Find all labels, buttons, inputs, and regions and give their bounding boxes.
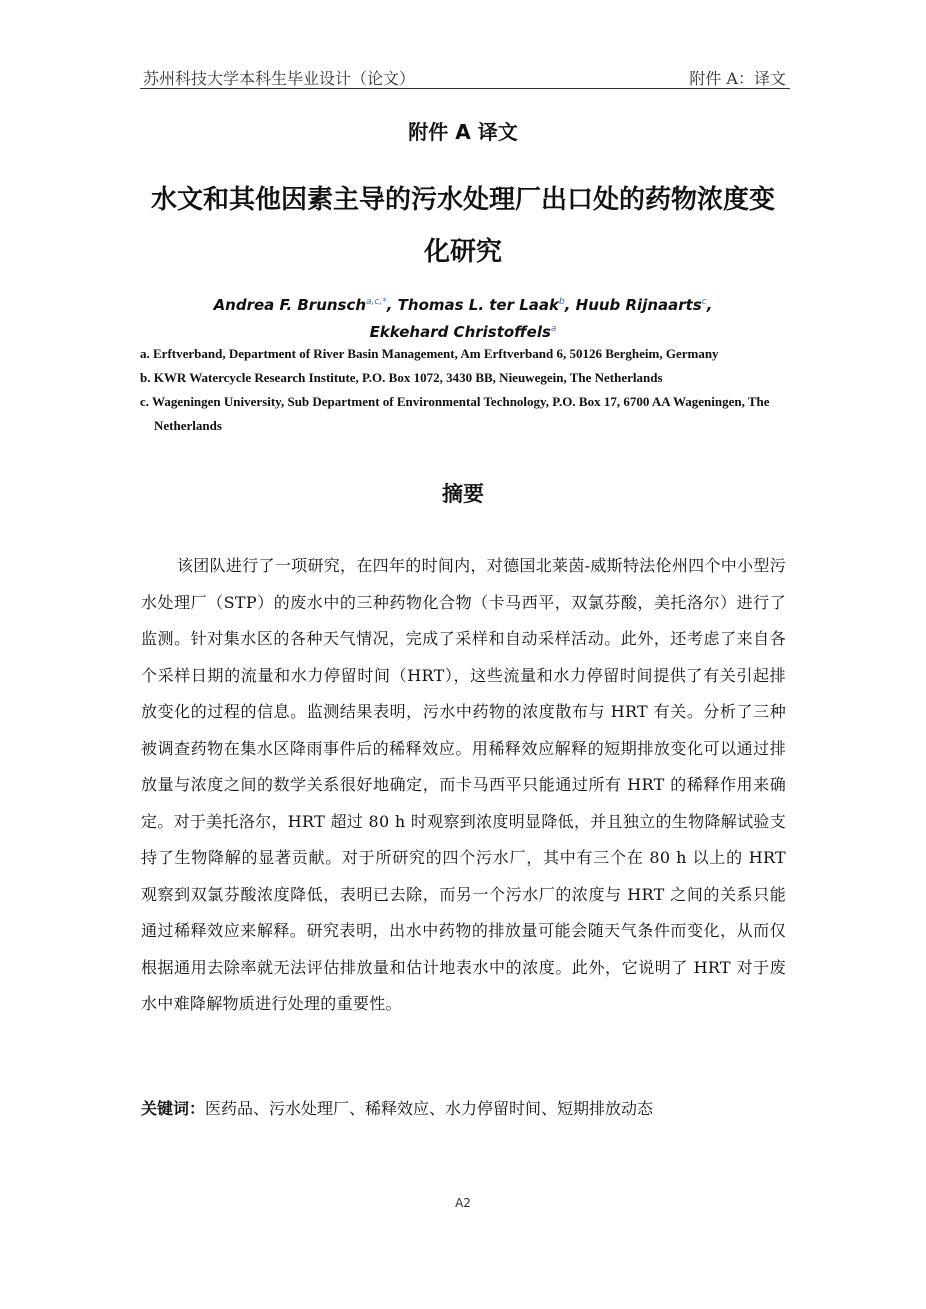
paper-title: 水文和其他因素主导的污水处理厂出口处的药物浓度变化研究 — [150, 185, 775, 267]
author-name: Ekkehard Christoffels — [369, 323, 551, 341]
header-rule — [140, 88, 790, 89]
author-list — [143, 290, 783, 344]
author-affil-sup: a,c,* — [366, 297, 387, 307]
affiliation-b: b. KWR Watercycle Research Institute, P.O. Box 1072, 3430 BB, Nieuwegein, The Netherlands — [140, 370, 663, 385]
author-separator: , — [386, 296, 398, 314]
affiliation-c: c. Wageningen University, Sub Department of Environmental Technology, P.O. Box 17, 6700 AA Wageningen, The Netherlands — [140, 394, 770, 433]
author-name: Thomas L. ter Laak — [397, 296, 559, 314]
page-number: A2 — [455, 1196, 471, 1210]
appendix-heading: 附件 A 译文 — [408, 120, 518, 144]
author-affil-sup: c — [701, 297, 707, 307]
keywords-line — [141, 1096, 786, 1119]
author-affil-sup: a — [550, 324, 557, 334]
author-separator: , — [564, 296, 576, 314]
keywords-text: 医药品、污水处理厂、稀释效应、水力停留时间、短期排放动态 — [205, 1099, 654, 1118]
abstract-body: 该团队进行了一项研究，在四年的时间内，对德国北莱茵-威斯特法伦州四个中小型污水处理厂（STP）的废水中的三种药物化合物（卡马西平，双氯芬酸，美托洛尔）进行了监测。针对集水区的各种天气情况，完成了采样和自动采样活动。此外，还考虑了来自各个采样日期的流量和水力停留时间（HRT），这些流量和水力停留时间提供了有关引起排放变化的过程的信息。监测结果表明，污水中药物的浓度散布与 HRT 有关。分析了三种被调查药物在集水区降雨事件后的稀释效应。用稀释效应解释的短期排放变化可以通过排放量与浓度之间的数学关系很好地确定，而卡马西平只能通过所有 HRT 的稀释作用来确定。对于美托洛尔，HRT 超过 80 h 时观察到浓度明显降低，并且独立的生物降解试验支持了生物降解的显著贡献。对于所研究的四个污水厂，其中有三个在 80 h 以上的 HRT 观察到双氯芬酸浓度降低，表明已去除，而另一个污水厂的浓度与 HRT 之间的关系只能通过稀释效应来解释。研究表明，出水中药物的排放量可能会随天气条件而变化，从而仅根据通用去除率就无法评估排放量和估计地表水中的浓度。此外，它说明了 HRT 对于废水中难降解物质进行处理的重要性。 — [141, 556, 786, 1013]
affiliation-a: a. Erftverband, Department of River Basin Management, Am Erftverband 6, 50126 Bergheim, Germany — [140, 346, 719, 361]
header-section: 附件 A：译文 — [689, 69, 786, 88]
author-affil-sup: b — [559, 297, 565, 307]
keywords-label: 关键词： — [141, 1099, 206, 1118]
author-separator: , — [706, 296, 713, 314]
affiliation-list — [140, 342, 790, 438]
header-university: 苏州科技大学本科生毕业设计（论文） — [143, 69, 416, 88]
abstract-heading: 摘要 — [442, 482, 484, 506]
author-name: Andrea F. Brunsch — [213, 296, 367, 314]
author-name: Huub Rijnaarts — [575, 296, 702, 314]
